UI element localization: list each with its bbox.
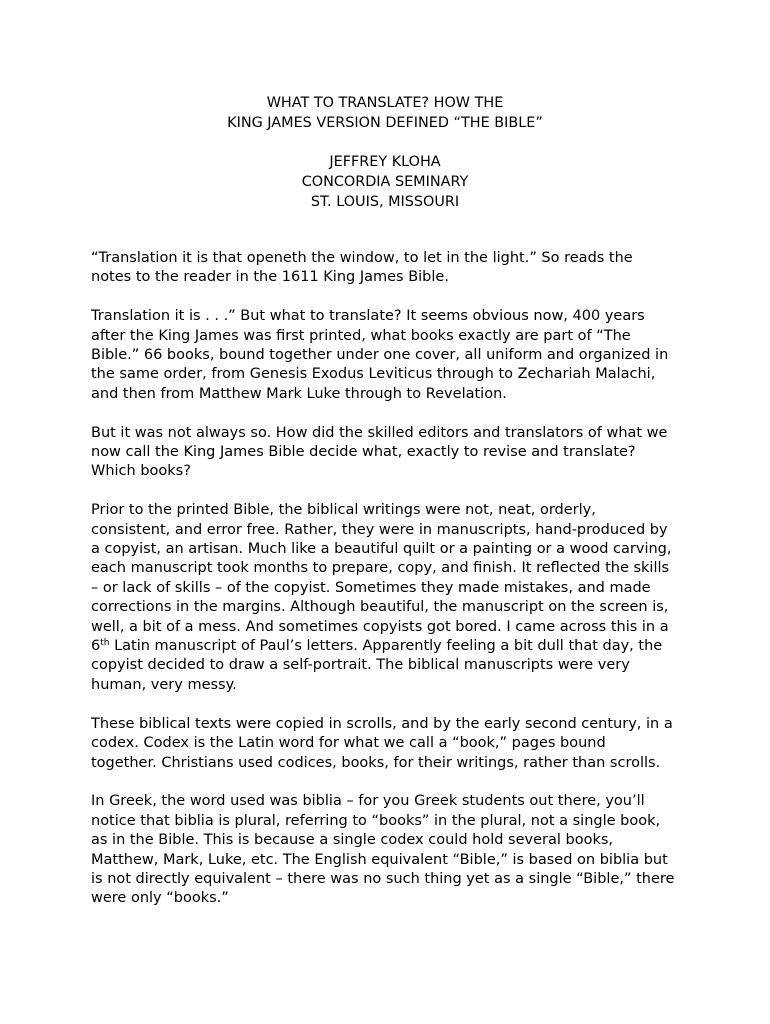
author-name: JEFFREY KLOHA	[329, 154, 441, 171]
paragraph-2: Translation it is . . .” But what to translate? It seems obvious now, 400 years after the King James was first printed, what books exactly are part of “The Bible.” 66 books, bound together under one cover, all uniform and organized in the same order, from Genesis Exodus Leviticus through to Zechariah Malachi, and then from Matthew Mark Luke through to Revelation.	[91, 308, 669, 402]
ordinal-superscript: th	[100, 638, 110, 649]
author-location: ST. LOUIS, MISSOURI	[310, 193, 460, 210]
header-spacer	[0, 133, 770, 153]
title-line-1: WHAT TO TRANSLATE? HOW THE	[266, 95, 504, 111]
paragraph-4-part-2: Latin manuscript of Paul’s letters. Apparently feeling a bit dull that day, the copyist decided to draw a self-portrait. The biblical manuscripts were very human, very messy.	[91, 638, 663, 693]
paragraph-6: In Greek, the word used was biblia – for you Greek students out there, you’ll notice that biblia is plural, referring to “books” in the plural, not a single book, as in the Bible. This is because a single codex could hold several books, Matthew, Mark, Luke, etc. The English equivalent “Bible,” is based on biblia but is not directly equivalent – there was no such thing yet as a single “Bible,” there were only “books.”	[91, 793, 675, 907]
document-body	[91, 249, 691, 928]
paragraph-5: These biblical texts were copied in scrolls, and by the early second century, in a codex. Codex is the Latin word for what we call a “book,” pages bound together. Christians used codices, books, for their writings, rather than scrolls.	[91, 715, 673, 771]
paragraph-4	[91, 501, 691, 695]
paragraph-1: “Translation it is that openeth the window, to let in the light.” So reads the notes to the reader in the 1611 King James Bible.	[91, 250, 633, 286]
paragraph-4-part-1: Prior to the printed Bible, the biblical writings were not, neat, orderly, consistent, and error free. Rather, they were in manuscripts, hand-produced by a copyist, an artisan. Much like a beautiful quilt or a painting or a wood carving, each manuscript took months to prepare, copy, and finish. It reflected the skills – or lack of skills – of the copyist. Sometimes they made mistakes, and made corrections in the margins. Although beautiful, the manuscript on the screen is, well, a bit of a mess. And sometimes copyists got bored. I came across this in a 6	[91, 502, 672, 655]
paragraph-3: But it was not always so. How did the skilled editors and translators of what we now call the King James Bible decide what, exactly to revise and translate? Which books?	[91, 424, 668, 480]
author-institution: CONCORDIA SEMINARY	[301, 173, 469, 190]
document-header	[0, 94, 770, 212]
title-line-2: KING JAMES VERSION DEFINED “THE BIBLE”	[227, 114, 543, 131]
